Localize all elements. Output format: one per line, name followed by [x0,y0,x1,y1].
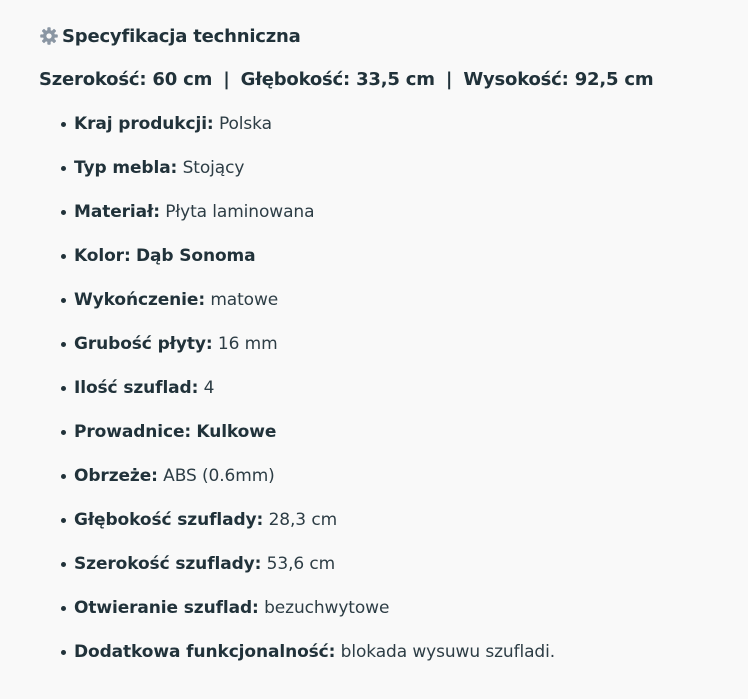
spec-item-country [39,110,739,138]
spec-value: Stojący [182,158,245,178]
spec-label: Dodatkowa funkcjonalność: [74,642,336,662]
spec-item-drawer-count [39,374,739,402]
spec-item-finish [39,286,739,314]
spec-item-color [39,242,739,270]
spec-label: Kraj produkcji: [74,114,214,134]
spec-value: 53,6 cm [266,554,336,574]
dimension-height: Wysokość: 92,5 cm [463,69,654,90]
spec-item-drawer-depth [39,506,739,534]
spec-item-board-thickness [39,330,739,358]
spec-label: Szerokość szuflady: [74,554,262,574]
spec-value: bezuchwytowe [264,598,390,618]
spec-value: 28,3 cm [268,510,338,530]
spec-value: matowe [210,290,279,310]
spec-item-extra-functionality [39,638,739,666]
spec-item-material [39,198,739,226]
spec-label: Głębokość szuflady: [74,510,264,530]
spec-item-runners [39,418,739,446]
spec-value: ABS (0.6mm) [163,466,275,486]
dimension-width: Szerokość: 60 cm [39,69,213,90]
spec-label: Otwieranie szuflad: [74,598,259,618]
spec-label: Obrzeże: [74,466,158,486]
dimension-depth: Głębokość: 33,5 cm [240,69,435,90]
dimensions-line [39,66,739,94]
spec-list [39,110,739,666]
dimension-separator: | [445,69,453,90]
spec-item-drawer-opening [39,594,739,622]
spec-label: Ilość szuflad: [74,378,199,398]
section-heading [39,22,739,50]
spec-section [39,22,739,682]
spec-label: Wykończenie: [74,290,206,310]
spec-item-edging [39,462,739,490]
spec-value: Kulkowe [196,422,277,442]
spec-label: Prowadnice: [74,422,192,442]
spec-item-drawer-width [39,550,739,578]
dimension-separator: | [223,69,230,90]
spec-value: Polska [218,114,272,134]
gear-icon [39,26,59,46]
spec-label: Kolor: [74,246,131,266]
spec-value: 16 mm [217,334,278,354]
spec-value: Dąb Sonoma [135,246,256,266]
spec-value: blokada wysuwu szufladi. [340,642,556,662]
spec-value: Płyta laminowana [165,202,315,222]
spec-label: Typ mebla: [74,158,178,178]
spec-label: Grubość płyty: [74,334,213,354]
spec-label: Materiał: [74,202,160,222]
spec-value: 4 [203,378,215,398]
section-title: Specyfikacja techniczna [62,25,301,47]
spec-item-furniture-type [39,154,739,182]
